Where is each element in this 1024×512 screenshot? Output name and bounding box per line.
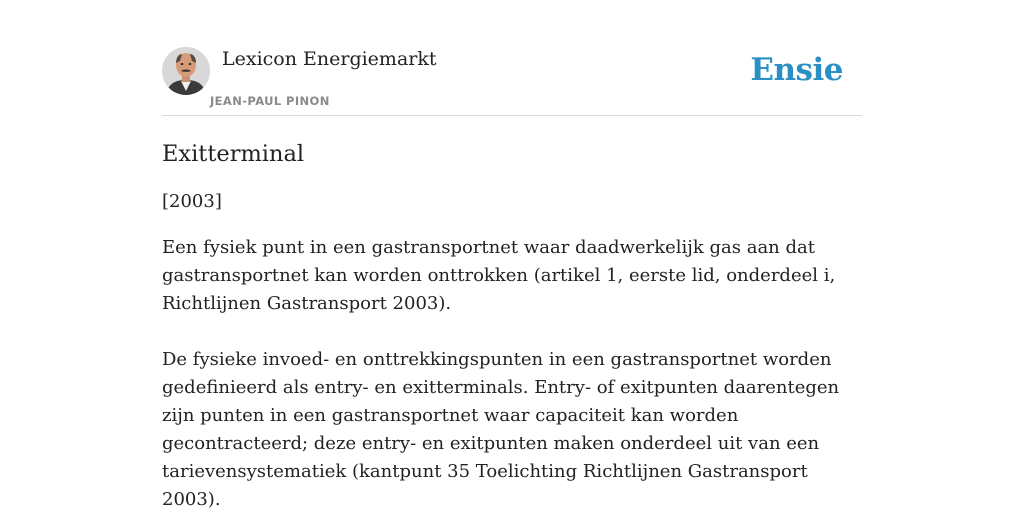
blog-title[interactable]: Lexicon Energiemarkt: [222, 48, 437, 70]
entry-paragraph-1: Een fysiek punt in een gastransportnet waar daadwerkelijk gas aan dat gastransportnet kan worden onttrokken (artikel 1, eerste lid, onderdeel i, Richtlijnen Gastransport 2003).: [162, 237, 836, 314]
entry-title: Exitterminal: [162, 141, 305, 167]
person-avatar-icon: [162, 47, 210, 95]
entry-content: [162, 138, 862, 512]
brand-logo[interactable]: Ensie: [750, 52, 843, 88]
header: [162, 46, 862, 116]
author-name[interactable]: JEAN-PAUL PINON: [210, 94, 330, 108]
author-avatar[interactable]: [162, 47, 210, 95]
entry-paragraph-2: De fysieke invoed- en onttrekkingspunten in een gastransportnet worden gedefinieerd als entry- en exitterminals. Entry- of exitpunten daarentegen zijn punten in een gastransportnet waar capaciteit kan worden gecontracteerd; deze entry- en exitpunten maken onderdeel uit van een tarievensystematiek (kantpunt 35 Toelichting Richtlijnen Gastransport 2003).: [162, 349, 840, 510]
entry-year: [2003]: [162, 191, 222, 212]
